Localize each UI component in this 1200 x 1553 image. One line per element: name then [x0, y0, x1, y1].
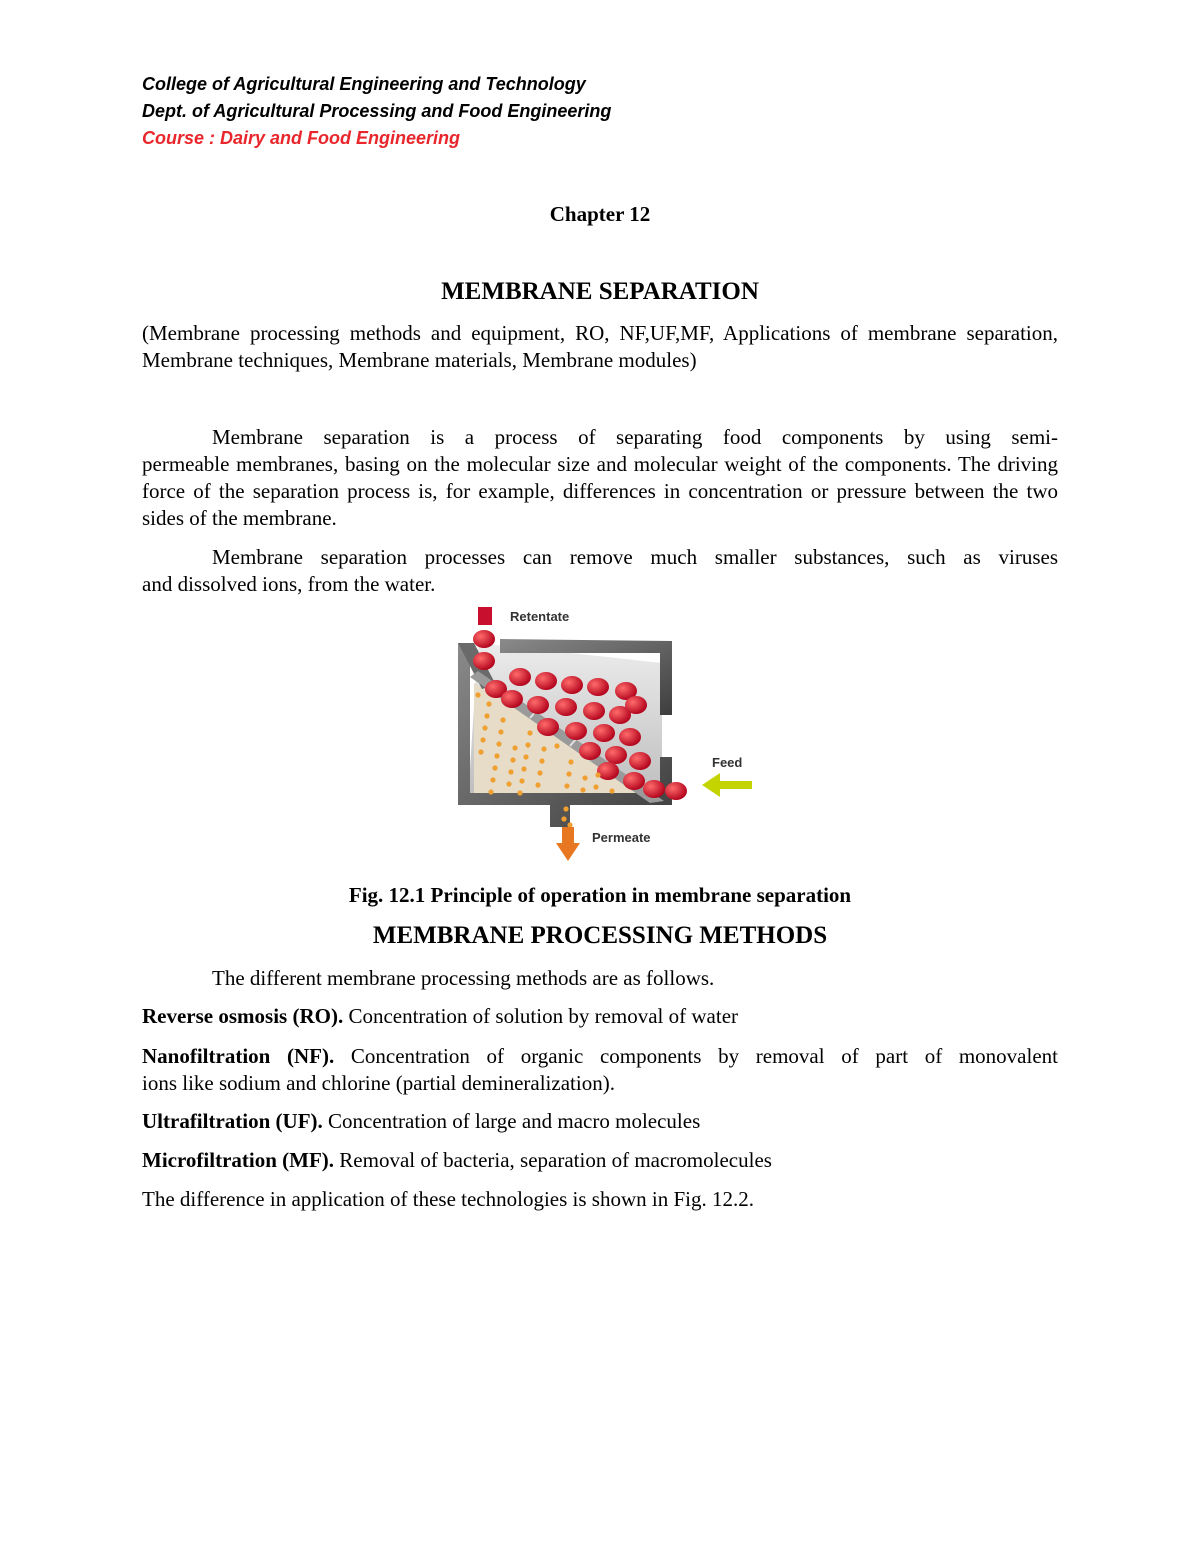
permeate-particle	[521, 766, 526, 771]
permeate-particle	[567, 822, 572, 827]
retained-particle	[587, 678, 609, 696]
permeate-particle	[535, 782, 540, 787]
permeate-particle	[525, 742, 530, 747]
section-title: MEMBRANE PROCESSING METHODS	[372, 922, 828, 949]
retained-particle	[643, 780, 665, 798]
permeate-particle	[566, 771, 571, 776]
retained-particle	[583, 702, 605, 720]
label-retentate: Retentate	[510, 609, 570, 624]
method-nf-desc: Concentration of organic components by removal of part of monovalent	[334, 1044, 1058, 1068]
permeate-arrow	[556, 827, 580, 861]
retained-particle	[579, 742, 601, 760]
permeate-particle	[484, 713, 489, 718]
permeate-particle	[541, 746, 546, 751]
permeate-particle	[517, 790, 522, 795]
retained-particle	[509, 668, 531, 686]
retained-particle	[473, 630, 495, 648]
figure-caption: Fig. 12.1 Principle of operation in membrane separation	[348, 883, 852, 907]
method-nf-cont: ions like sodium and chlorine (partial demineralization).	[142, 1071, 615, 1095]
intro-paragraph-1-first: Membrane separation is a process of separating food components by using semi-	[212, 425, 1058, 449]
permeate-particle	[563, 806, 568, 811]
methods-intro: The different membrane processing methods are as follows.	[212, 966, 715, 990]
retained-particle	[501, 690, 523, 708]
permeate-particle	[580, 787, 585, 792]
header-course: Course : Dairy and Food Engineering	[142, 128, 461, 148]
feed-arrow	[702, 773, 752, 797]
permeate-particle	[494, 753, 499, 758]
method-ro	[142, 1003, 1058, 1030]
permeate-particle	[561, 816, 566, 821]
retained-particle	[623, 772, 645, 790]
permeate-particle	[512, 745, 517, 750]
retained-particle	[665, 782, 687, 800]
label-permeate: Permeate	[592, 830, 651, 845]
retained-particle	[619, 728, 641, 746]
permeate-particle	[554, 743, 559, 748]
permeate-particle	[498, 729, 503, 734]
retained-particle	[625, 696, 647, 714]
method-nf-term: Nanofiltration (NF).	[142, 1044, 335, 1068]
permeate-particle	[523, 754, 528, 759]
retained-particle	[593, 724, 615, 742]
method-ro-desc: Concentration of solution by removal of water	[343, 1004, 739, 1028]
method-uf	[142, 1108, 1058, 1135]
label-feed: Feed	[712, 755, 743, 770]
retained-particle	[555, 698, 577, 716]
permeate-particle	[510, 757, 515, 762]
permeate-particle	[488, 789, 493, 794]
permeate-particle	[490, 777, 495, 782]
permeate-particle	[496, 741, 501, 746]
permeate-particle	[486, 701, 491, 706]
permeate-particle	[508, 769, 513, 774]
permeate-particle	[564, 783, 569, 788]
retentate-arrow	[478, 607, 492, 625]
method-mf-term: Microfiltration (MF).	[142, 1148, 335, 1172]
permeate-particle	[478, 749, 483, 754]
retained-particle	[629, 752, 651, 770]
retained-particle	[473, 652, 495, 670]
header-college: College of Agricultural Engineering and Technology	[142, 74, 586, 94]
permeate-particle	[519, 778, 524, 783]
permeate-particle	[609, 788, 614, 793]
method-ro-term: Reverse osmosis (RO).	[142, 1004, 344, 1028]
scope-text: (Membrane processing methods and equipment, RO, NF,UF,MF, Applications of membrane separation, Membrane techniques, Membrane materials, Membrane modules)	[142, 321, 1058, 372]
permeate-particle	[595, 772, 600, 777]
permeate-particle	[593, 784, 598, 789]
permeate-particle	[475, 692, 480, 697]
permeate-particle	[492, 765, 497, 770]
method-mf	[142, 1147, 1058, 1174]
method-uf-desc: Concentration of large and macro molecules	[322, 1109, 701, 1133]
chapter-label: Chapter 12	[549, 202, 651, 226]
permeate-particle	[480, 737, 485, 742]
membrane-diagram	[440, 605, 770, 865]
permeate-particle	[582, 775, 587, 780]
intro-paragraph-2-first: Membrane separation processes can remove much smaller substances, such as viruses	[212, 545, 1058, 569]
closing-text: The difference in application of these technologies is shown in Fig. 12.2.	[142, 1187, 754, 1211]
retained-particle	[597, 762, 619, 780]
method-uf-term: Ultrafiltration (UF).	[142, 1109, 323, 1133]
permeate-particle	[568, 759, 573, 764]
permeate-particle	[482, 725, 487, 730]
method-mf-desc: Removal of bacteria, separation of macromolecules	[334, 1148, 772, 1172]
permeate-particle	[500, 717, 505, 722]
retained-particle	[605, 746, 627, 764]
intro-paragraph-2-rest: and dissolved ions, from the water.	[142, 572, 436, 596]
method-nf	[142, 1043, 1058, 1070]
header-dept: Dept. of Agricultural Processing and Food Engineering	[142, 101, 612, 121]
permeate-particle	[527, 730, 532, 735]
retained-particle	[535, 672, 557, 690]
page-title: MEMBRANE SEPARATION	[441, 278, 759, 305]
retained-particle	[527, 696, 549, 714]
intro-paragraph-1-rest: permeable membranes, basing on the molecular size and molecular weight of the components. The driving force of the separation process is, for example, differences in concentration or pressure between the two sides of the membrane.	[142, 452, 1058, 530]
permeate-particle	[506, 781, 511, 786]
permeate-particle	[539, 758, 544, 763]
retained-particle	[565, 722, 587, 740]
retained-particle	[561, 676, 583, 694]
retained-particle	[537, 718, 559, 736]
permeate-particle	[537, 770, 542, 775]
